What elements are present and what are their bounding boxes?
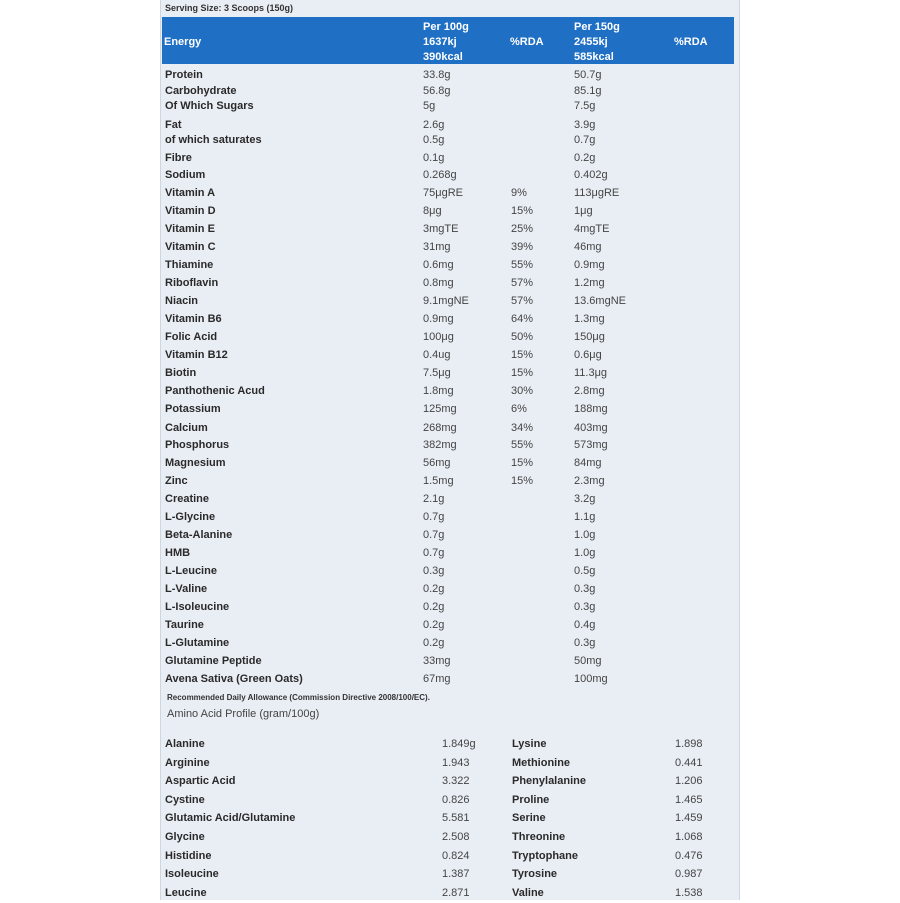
table-row bbox=[162, 437, 737, 455]
amino-name-right: Tryptophane bbox=[512, 849, 579, 862]
table-row bbox=[162, 527, 737, 545]
header-rda-100g: %RDA bbox=[510, 36, 544, 48]
per-100g-value: 33mg bbox=[423, 655, 451, 667]
rda-100g-value: 15% bbox=[511, 367, 534, 379]
per-100g-value: 2.6g 0.5g bbox=[423, 119, 445, 146]
nutrient-name: Riboflavin bbox=[165, 277, 219, 289]
rda-100g-value: 15% bbox=[511, 457, 534, 469]
rda-100g-value: 57% bbox=[511, 277, 534, 289]
per-100g-value: 0.9mg bbox=[423, 313, 454, 325]
amino-name-left: Arginine bbox=[165, 756, 210, 769]
per-150g-value: 2.8mg bbox=[574, 385, 605, 397]
per-150g-value: 50.7g bbox=[574, 69, 602, 81]
per-150g-value: 4mgTE bbox=[574, 223, 610, 235]
table-row bbox=[162, 185, 737, 203]
rda-100g-value: 30% bbox=[511, 385, 534, 397]
amino-name-left: Leucine bbox=[165, 886, 207, 899]
rda-100g-value: 39% bbox=[511, 241, 534, 253]
per-100g-value: 0.3g bbox=[423, 565, 445, 577]
header-per-150g-label: Per 150g bbox=[574, 21, 620, 33]
per-150g-value: 0.3g bbox=[574, 637, 596, 649]
per-150g-value: 50mg bbox=[574, 655, 602, 667]
nutrient-name: Phosphorus bbox=[165, 439, 230, 451]
rda-100g-value: 55% bbox=[511, 259, 534, 271]
nutrient-name: Potassium bbox=[165, 403, 221, 415]
amino-name-right: Valine bbox=[512, 886, 544, 899]
header-per-150g-kcal: 585kcal bbox=[574, 51, 614, 63]
per-150g-value: 0.402g bbox=[574, 169, 608, 181]
per-100g-value: 0.2g bbox=[423, 601, 445, 613]
header-per-100g bbox=[423, 20, 469, 65]
amino-name-left: Cystine bbox=[165, 793, 205, 806]
per-150g-value: 2.3mg bbox=[574, 475, 605, 487]
amino-name-right: Threonine bbox=[512, 831, 566, 843]
amino-name-right: Tyrosine bbox=[512, 868, 558, 881]
amino-name-right: Proline bbox=[512, 793, 550, 806]
table-row bbox=[162, 509, 737, 527]
amino-value-right: 0.987 bbox=[675, 868, 703, 881]
amino-value-left: 1.943 bbox=[442, 756, 470, 769]
per-100g-value: 75μgRE bbox=[423, 187, 463, 199]
amino-value-left: 1.387 bbox=[442, 868, 470, 881]
per-100g-value: 0.7g bbox=[423, 511, 445, 523]
rda-100g-value: 55% bbox=[511, 439, 534, 451]
nutrient-name: HMB bbox=[165, 547, 191, 559]
amino-name-left: Histidine bbox=[165, 849, 212, 862]
amino-name-left: Glycine bbox=[165, 831, 205, 843]
nutrient-name: L-Isoleucine bbox=[165, 601, 230, 613]
amino-name-left: Aspartic Acid bbox=[165, 775, 236, 788]
amino-value-right: 0.441 bbox=[675, 756, 703, 769]
per-100g-value: 9.1mgNE bbox=[423, 295, 469, 307]
per-100g-value: 56mg bbox=[423, 457, 451, 469]
amino-value-left: 2.871 bbox=[442, 886, 470, 899]
rda-100g-value: 50% bbox=[511, 331, 534, 343]
per-100g-value: 0.4ug bbox=[423, 349, 451, 361]
nutrient-name: Vitamin D bbox=[165, 205, 216, 217]
table-row bbox=[162, 635, 737, 653]
per-150g-value: 150μg bbox=[574, 331, 605, 343]
per-100g-value: 0.268g bbox=[423, 169, 457, 181]
amino-value-right: 1.465 bbox=[675, 793, 703, 806]
rda-100g-value: 6% bbox=[511, 403, 527, 415]
header-per-150g bbox=[574, 20, 620, 65]
nutrient-name: Vitamin C bbox=[165, 241, 216, 253]
nutrient-name: Sodium bbox=[165, 169, 206, 181]
amino-value-left: 0.824 bbox=[442, 849, 470, 862]
table-row bbox=[162, 563, 737, 581]
per-150g-value: 85.1g 7.5g bbox=[574, 85, 602, 112]
nutrient-name: Panthothenic Acud bbox=[165, 385, 265, 397]
per-150g-value: 1.1g bbox=[574, 511, 596, 523]
amino-name-left: Alanine bbox=[165, 738, 205, 750]
table-row bbox=[162, 491, 737, 509]
amino-row bbox=[162, 885, 737, 903]
per-150g-value: 1.0g bbox=[574, 529, 596, 541]
table-row bbox=[162, 365, 737, 383]
per-150g-value: 84mg bbox=[574, 457, 602, 469]
table-row bbox=[162, 455, 737, 473]
table-row bbox=[162, 671, 737, 689]
nutrient-name: Magnesium bbox=[165, 457, 226, 469]
table-row bbox=[162, 167, 737, 185]
amino-name-right: Serine bbox=[512, 812, 546, 825]
serving-size: Serving Size: 3 Scoops (150g) bbox=[165, 3, 294, 13]
amino-row bbox=[162, 792, 737, 810]
nutrient-name: L-Valine bbox=[165, 583, 208, 595]
amino-row bbox=[162, 848, 737, 866]
per-100g-value: 0.8mg bbox=[423, 277, 454, 289]
amino-row bbox=[162, 773, 737, 791]
nutrient-name: Vitamin B12 bbox=[165, 349, 228, 361]
table-row bbox=[162, 117, 737, 149]
per-150g-value: 0.4g bbox=[574, 619, 596, 631]
table-row bbox=[162, 617, 737, 635]
header-per-150g-kj: 2455kj bbox=[574, 36, 608, 48]
nutrient-name: Vitamin A bbox=[165, 187, 216, 199]
per-100g-value: 0.2g bbox=[423, 619, 445, 631]
nutrient-name: Protein bbox=[165, 69, 203, 81]
rda-100g-value: 15% bbox=[511, 475, 534, 487]
per-150g-value: 0.5g bbox=[574, 565, 596, 577]
per-150g-value: 11.3μg bbox=[574, 367, 608, 379]
table-row bbox=[162, 83, 737, 115]
amino-value-left: 1.849g bbox=[442, 738, 476, 750]
nutrient-name: Biotin bbox=[165, 367, 197, 379]
per-150g-value: 0.9mg bbox=[574, 259, 605, 271]
amino-value-right: 1.898 bbox=[675, 738, 703, 750]
nutrient-name: L-Glutamine bbox=[165, 637, 230, 649]
table-row bbox=[162, 203, 737, 221]
per-100g-value: 1.5mg bbox=[423, 475, 454, 487]
per-100g-value: 56.8g 5g bbox=[423, 85, 451, 112]
per-100g-value: 0.2g bbox=[423, 583, 445, 595]
per-150g-value: 46mg bbox=[574, 241, 602, 253]
header-rda-150g: %RDA bbox=[674, 36, 708, 48]
table-row bbox=[162, 275, 737, 293]
rda-100g-value: 64% bbox=[511, 313, 534, 325]
per-150g-value: 1μg bbox=[574, 205, 593, 217]
per-150g-value: 0.6μg bbox=[574, 349, 602, 361]
table-header bbox=[162, 17, 734, 64]
amino-value-right: 1.068 bbox=[675, 831, 703, 843]
per-150g-value: 3.2g bbox=[574, 493, 596, 505]
per-150g-value: 1.0g bbox=[574, 547, 596, 559]
amino-value-right: 1.206 bbox=[675, 775, 703, 788]
per-100g-value: 8μg bbox=[423, 205, 442, 217]
per-100g-value: 0.7g bbox=[423, 529, 445, 541]
amino-row bbox=[162, 810, 737, 828]
per-100g-value: 0.1g bbox=[423, 152, 445, 164]
amino-value-left: 2.508 bbox=[442, 831, 470, 843]
per-100g-value: 382mg bbox=[423, 439, 457, 451]
rda-100g-value: 9% bbox=[511, 187, 527, 199]
per-100g-value: 3mgTE bbox=[423, 223, 459, 235]
per-100g-value: 0.6mg bbox=[423, 259, 454, 271]
amino-name-right: Methionine bbox=[512, 756, 571, 769]
per-150g-value: 113μgRE bbox=[574, 187, 620, 199]
per-150g-value: 0.3g bbox=[574, 583, 596, 595]
amino-value-left: 0.826 bbox=[442, 793, 470, 806]
nutrient-name: Calcium bbox=[165, 422, 208, 434]
amino-row bbox=[162, 755, 737, 773]
amino-name-right: Lysine bbox=[512, 738, 547, 750]
per-100g-value: 31mg bbox=[423, 241, 451, 253]
per-150g-value: 403mg bbox=[574, 422, 608, 434]
table-row bbox=[162, 257, 737, 275]
nutrient-name: Niacin bbox=[165, 295, 199, 307]
per-150g-value: 1.3mg bbox=[574, 313, 605, 325]
per-100g-value: 33.8g bbox=[423, 69, 451, 81]
rda-100g-value: 15% bbox=[511, 205, 534, 217]
per-150g-value: 0.2g bbox=[574, 152, 596, 164]
table-row bbox=[162, 150, 737, 168]
table-row bbox=[162, 401, 737, 419]
nutrition-table bbox=[160, 0, 740, 900]
per-100g-value: 0.7g bbox=[423, 547, 445, 559]
per-150g-value: 3.9g 0.7g bbox=[574, 119, 596, 146]
nutrient-name: Beta-Alanine bbox=[165, 529, 233, 541]
per-100g-value: 2.1g bbox=[423, 493, 445, 505]
amino-profile-title: Amino Acid Profile (gram/100g) bbox=[167, 708, 320, 720]
header-per-100g-kcal: 390kcal bbox=[423, 51, 463, 63]
table-row bbox=[162, 653, 737, 671]
nutrient-name: Avena Sativa (Green Oats) bbox=[165, 673, 303, 685]
nutrient-name: Vitamin E bbox=[165, 223, 215, 235]
nutrient-name: Carbohydrate Of Which Sugars bbox=[165, 85, 254, 112]
nutrient-name: Glutamine Peptide bbox=[165, 655, 262, 667]
per-150g-value: 100mg bbox=[574, 673, 608, 685]
per-100g-value: 268mg bbox=[423, 422, 457, 434]
table-row bbox=[162, 311, 737, 329]
per-150g-value: 0.3g bbox=[574, 601, 596, 613]
table-row bbox=[162, 221, 737, 239]
nutrient-name: Taurine bbox=[165, 619, 204, 631]
table-row bbox=[162, 383, 737, 401]
amino-row bbox=[162, 736, 737, 754]
table-row bbox=[162, 293, 737, 311]
rda-100g-value: 15% bbox=[511, 349, 534, 361]
nutrient-name: L-Leucine bbox=[165, 565, 217, 577]
amino-row bbox=[162, 866, 737, 884]
table-row bbox=[162, 347, 737, 365]
table-row bbox=[162, 420, 737, 438]
nutrient-name: Fat of which saturates bbox=[165, 119, 262, 146]
per-100g-value: 125mg bbox=[423, 403, 457, 415]
nutrient-name: Vitamin B6 bbox=[165, 313, 222, 325]
nutrient-name: Fibre bbox=[165, 152, 192, 164]
amino-value-right: 1.459 bbox=[675, 812, 703, 825]
amino-value-right: 0.476 bbox=[675, 849, 703, 862]
per-100g-value: 7.5μg bbox=[423, 367, 451, 379]
per-150g-value: 13.6mgNE bbox=[574, 295, 626, 307]
per-100g-value: 100μg bbox=[423, 331, 454, 343]
rda-100g-value: 25% bbox=[511, 223, 534, 235]
per-150g-value: 188mg bbox=[574, 403, 608, 415]
amino-name-left: Isoleucine bbox=[165, 868, 219, 881]
per-150g-value: 573mg bbox=[574, 439, 608, 451]
header-per-100g-label: Per 100g bbox=[423, 21, 469, 33]
header-energy: Energy bbox=[164, 36, 202, 48]
table-row bbox=[162, 329, 737, 347]
per-100g-value: 0.2g bbox=[423, 637, 445, 649]
table-row bbox=[162, 581, 737, 599]
nutrient-name: Thiamine bbox=[165, 259, 214, 271]
amino-value-left: 5.581 bbox=[442, 812, 470, 825]
header-per-100g-kj: 1637kj bbox=[423, 36, 457, 48]
nutrient-name: Folic Acid bbox=[165, 331, 218, 343]
amino-value-right: 1.538 bbox=[675, 886, 703, 899]
nutrient-name: Zinc bbox=[165, 475, 188, 487]
nutrient-name: Creatine bbox=[165, 493, 210, 505]
nutrient-name: L-Glycine bbox=[165, 511, 216, 523]
amino-name-right: Phenylalanine bbox=[512, 775, 586, 788]
amino-value-left: 3.322 bbox=[442, 775, 470, 788]
table-row bbox=[162, 599, 737, 617]
rda-note: Recommended Daily Allowance (Commission Directive 2008/100/EC). bbox=[167, 693, 430, 702]
table-row bbox=[162, 239, 737, 257]
rda-100g-value: 34% bbox=[511, 422, 534, 434]
amino-name-left: Glutamic Acid/Glutamine bbox=[165, 812, 296, 825]
table-row bbox=[162, 545, 737, 563]
per-100g-value: 1.8mg bbox=[423, 385, 454, 397]
per-150g-value: 1.2mg bbox=[574, 277, 605, 289]
table-row bbox=[162, 473, 737, 491]
per-100g-value: 67mg bbox=[423, 673, 451, 685]
rda-100g-value: 57% bbox=[511, 295, 534, 307]
amino-row bbox=[162, 829, 737, 847]
